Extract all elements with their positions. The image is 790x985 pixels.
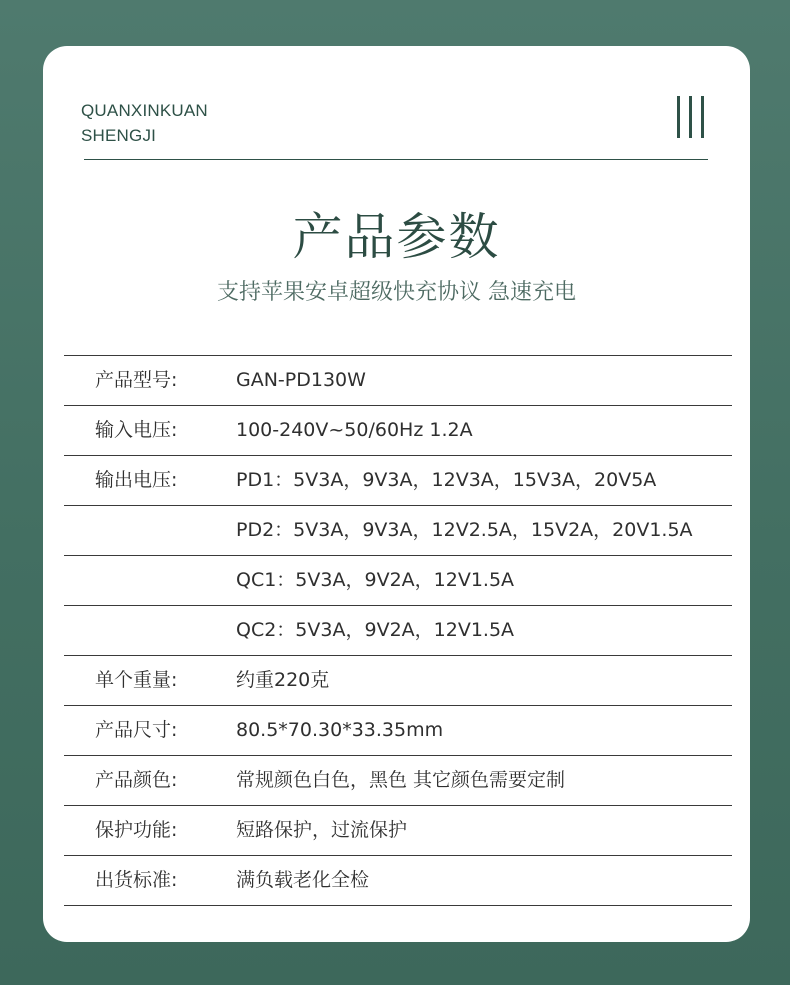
spec-label: 单个重量: [95,669,178,691]
spec-value: 100-240V~50/60Hz 1.2A [236,419,473,441]
spec-value: PD1：5V3A，9V3A，12V3A，15V3A，20V5A [236,469,657,491]
spec-row-model [64,356,732,406]
spec-card [43,46,750,942]
spec-value: QC2：5V3A，9V2A，12V1.5A [236,619,515,641]
spec-row-shipping-standard [64,856,732,906]
spec-label: 产品尺寸: [95,719,178,741]
spec-label: 出货标准: [95,869,178,891]
spec-row-weight [64,656,732,706]
header-divider [84,159,708,160]
page-title: 产品参数 [292,208,501,266]
spec-value: 满负载老化全检 [236,869,370,891]
triple-vertical-bars-icon [677,96,707,138]
spec-label: 输出电压: [95,469,178,491]
spec-value: 常规颜色白色，黑色 其它颜色需要定制 [236,769,566,791]
spec-row-protection [64,806,732,856]
spec-value: PD2：5V3A，9V3A，12V2.5A，15V2A，20V1.5A [236,519,693,541]
brand-name [81,98,208,148]
spec-label: 产品型号: [95,369,178,391]
spec-row-dimensions [64,706,732,756]
spec-table [64,355,732,906]
spec-row-output-voltage-qc2 [64,606,732,656]
brand-line-1: QUANXINKUAN [81,101,208,120]
spec-value: 短路保护，过流保护 [236,819,408,841]
spec-value: QC1：5V3A，9V2A，12V1.5A [236,569,515,591]
spec-row-output-voltage-qc1 [64,556,732,606]
spec-row-input-voltage [64,406,732,456]
spec-label: 产品颜色: [95,769,178,791]
spec-label: 输入电压: [95,419,178,441]
spec-value: GAN-PD130W [236,369,366,391]
spec-value: 80.5*70.30*33.35mm [236,719,444,741]
brand-line-2: SHENGJI [81,126,157,145]
spec-row-output-voltage-pd2 [64,506,732,556]
spec-label: 保护功能: [95,819,178,841]
spec-row-output-voltage-pd1 [64,456,732,506]
spec-row-color [64,756,732,806]
spec-value: 约重220克 [236,669,330,691]
page-subtitle: 支持苹果安卓超级快充协议 急速充电 [217,280,576,305]
